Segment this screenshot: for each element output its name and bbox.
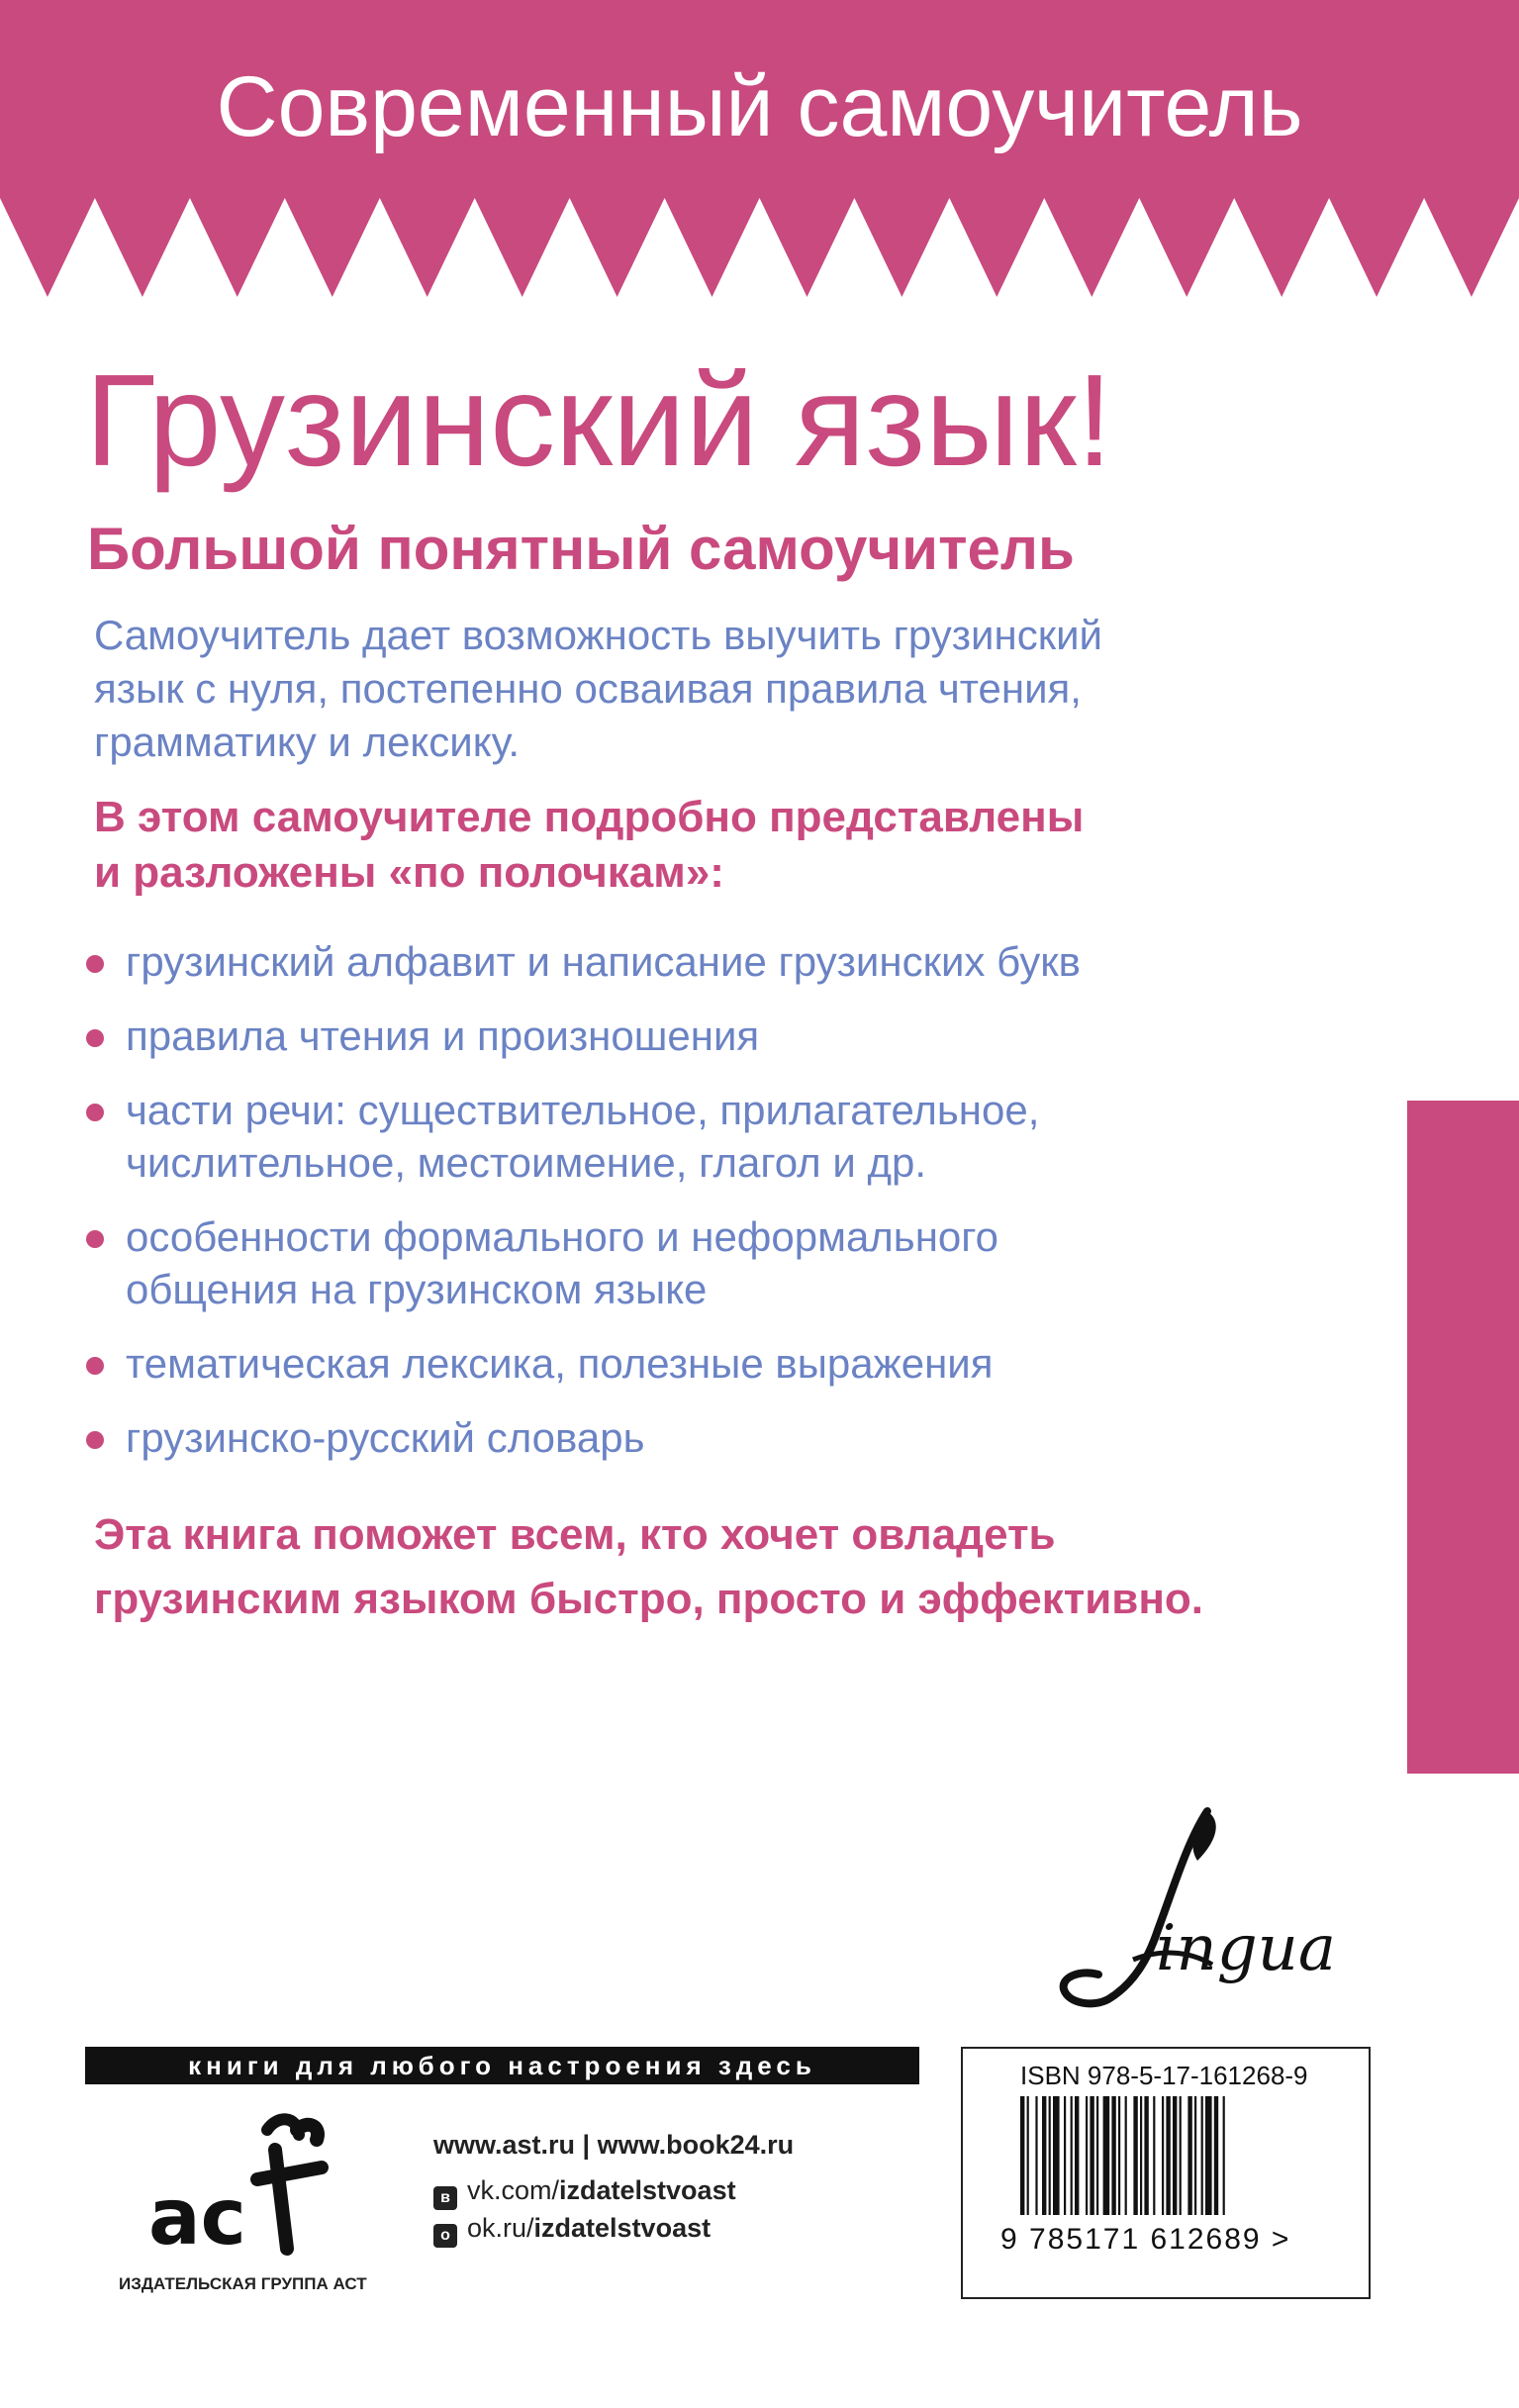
- bullet-dot-icon: [86, 1431, 104, 1449]
- barcode-digits: 9 785171 612689 >: [1000, 2223, 1291, 2256]
- social-handle: izdatelstvoast: [559, 2175, 736, 2205]
- barcode-bar: [1140, 2096, 1142, 2215]
- list-item-text: правила чтения и произношения: [126, 1012, 760, 1059]
- lingua-logo: [1039, 1801, 1366, 2019]
- list-item-text: грузинско-русский словарь: [126, 1414, 645, 1461]
- barcode-bar: [1071, 2096, 1073, 2215]
- closing-line: грузинским языком быстро, просто и эффективно.: [94, 1575, 1204, 1623]
- social-link-vk[interactable]: [433, 2173, 908, 2207]
- bullet-dot-icon: [86, 1357, 104, 1375]
- ok-icon: о: [433, 2224, 457, 2248]
- barcode-bar: [1201, 2096, 1203, 2215]
- social-prefix: vk.com/: [467, 2175, 560, 2205]
- bullet-dot-icon: [86, 955, 104, 973]
- list-item-text: части речи: существительное, прилагательное,: [126, 1087, 1040, 1133]
- barcode-bar: [1053, 2096, 1060, 2215]
- lead-line: и разложены «по полочкам»:: [94, 848, 724, 897]
- list-item: [84, 1411, 1371, 1464]
- barcode-bar: [1118, 2096, 1120, 2215]
- bullet-dot-icon: [86, 1029, 104, 1047]
- list-item: [84, 1010, 1371, 1062]
- list-item-text: числительное, местоимение, глагол и др.: [126, 1139, 927, 1186]
- social-link-ok[interactable]: [433, 2211, 908, 2245]
- book-title: Грузинский язык!: [85, 347, 1113, 493]
- barcode-bar: [1103, 2096, 1110, 2215]
- list-item-text: особенности формального и неформального: [126, 1213, 998, 1260]
- svg-text:ingua: ingua: [1156, 1912, 1337, 1985]
- list-item-text: грузинский алфавит и написание грузинских букв: [126, 938, 1081, 985]
- barcode-bar: [1194, 2096, 1196, 2215]
- barcode-bar: [1187, 2096, 1191, 2215]
- social-handle: izdatelstvoast: [533, 2213, 712, 2243]
- list-item: [84, 935, 1371, 988]
- side-accent-bar: [1407, 1101, 1519, 1774]
- list-item-text: общения на грузинском языке: [126, 1266, 708, 1312]
- isbn-barcode-box: [961, 2047, 1371, 2299]
- publisher-name: ИЗДАТЕЛЬСКАЯ ГРУППА АСТ: [119, 2274, 367, 2293]
- barcode-bar: [1205, 2096, 1212, 2215]
- barcode-bar: [1049, 2096, 1051, 2215]
- header-band: [0, 0, 1519, 302]
- social-prefix: ok.ru/: [467, 2213, 534, 2243]
- barcode-bar: [1223, 2096, 1225, 2215]
- intro-line: грамматику и лексику.: [94, 719, 521, 765]
- barcode-bar: [1166, 2096, 1170, 2215]
- barcode-bar: [1133, 2096, 1137, 2215]
- bullet-dot-icon: [86, 1104, 104, 1121]
- barcode-bar: [1214, 2096, 1218, 2215]
- barcode-bar: [1173, 2096, 1177, 2215]
- barcode-bar: [1144, 2096, 1148, 2215]
- list-item: [84, 1210, 1371, 1315]
- closing-line: Эта книга поможет всем, кто хочет овладеть: [94, 1510, 1056, 1559]
- list-item: [84, 1084, 1371, 1189]
- closing-paragraph: [94, 1502, 1380, 1631]
- series-title: Современный самоучитель: [216, 59, 1303, 154]
- list-item: [84, 1337, 1371, 1390]
- barcode-bar: [1162, 2096, 1164, 2215]
- contents-list: [84, 935, 1371, 1486]
- list-item-text: тематическая лексика, полезные выражения: [126, 1340, 994, 1387]
- intro-line: Самоучитель дает возможность выучить грузинский: [94, 612, 1103, 658]
- barcode-bar: [1096, 2096, 1098, 2215]
- svg-text:ас: ас: [148, 2173, 246, 2259]
- lead-paragraph: [94, 790, 1331, 901]
- intro-line: язык с нуля, постепенно осваивая правила чтения,: [94, 665, 1082, 712]
- intro-paragraph: [94, 609, 1331, 769]
- barcode-bar: [1125, 2096, 1127, 2215]
- publisher-websites[interactable]: www.ast.ru | www.book24.ru: [433, 2130, 795, 2160]
- bullet-dot-icon: [86, 1230, 104, 1248]
- ast-logo: [148, 2110, 346, 2259]
- barcode-bar: [1153, 2096, 1155, 2215]
- barcode-bar: [1020, 2096, 1024, 2215]
- lead-line: В этом самоучителе подробно представлены: [94, 793, 1085, 841]
- isbn-number: ISBN 978-5-17-161268-9: [1020, 2061, 1308, 2090]
- barcode-bar: [1027, 2096, 1029, 2215]
- book-subtitle: Большой понятный самоучитель: [87, 516, 1075, 582]
- vk-icon: в: [433, 2186, 457, 2210]
- barcode-bar: [1086, 2096, 1088, 2215]
- barcode-bar: [1064, 2096, 1066, 2215]
- barcode-bar: [1042, 2096, 1046, 2215]
- barcode-bar: [1111, 2096, 1115, 2215]
- barcode-bar: [1075, 2096, 1079, 2215]
- barcode-bar: [1180, 2096, 1182, 2215]
- slogan-bar: книги для любого настроения здесь: [85, 2047, 919, 2084]
- barcode-bar: [1090, 2096, 1093, 2215]
- barcode: [1020, 2096, 1317, 2220]
- barcode-bar: [1035, 2096, 1037, 2215]
